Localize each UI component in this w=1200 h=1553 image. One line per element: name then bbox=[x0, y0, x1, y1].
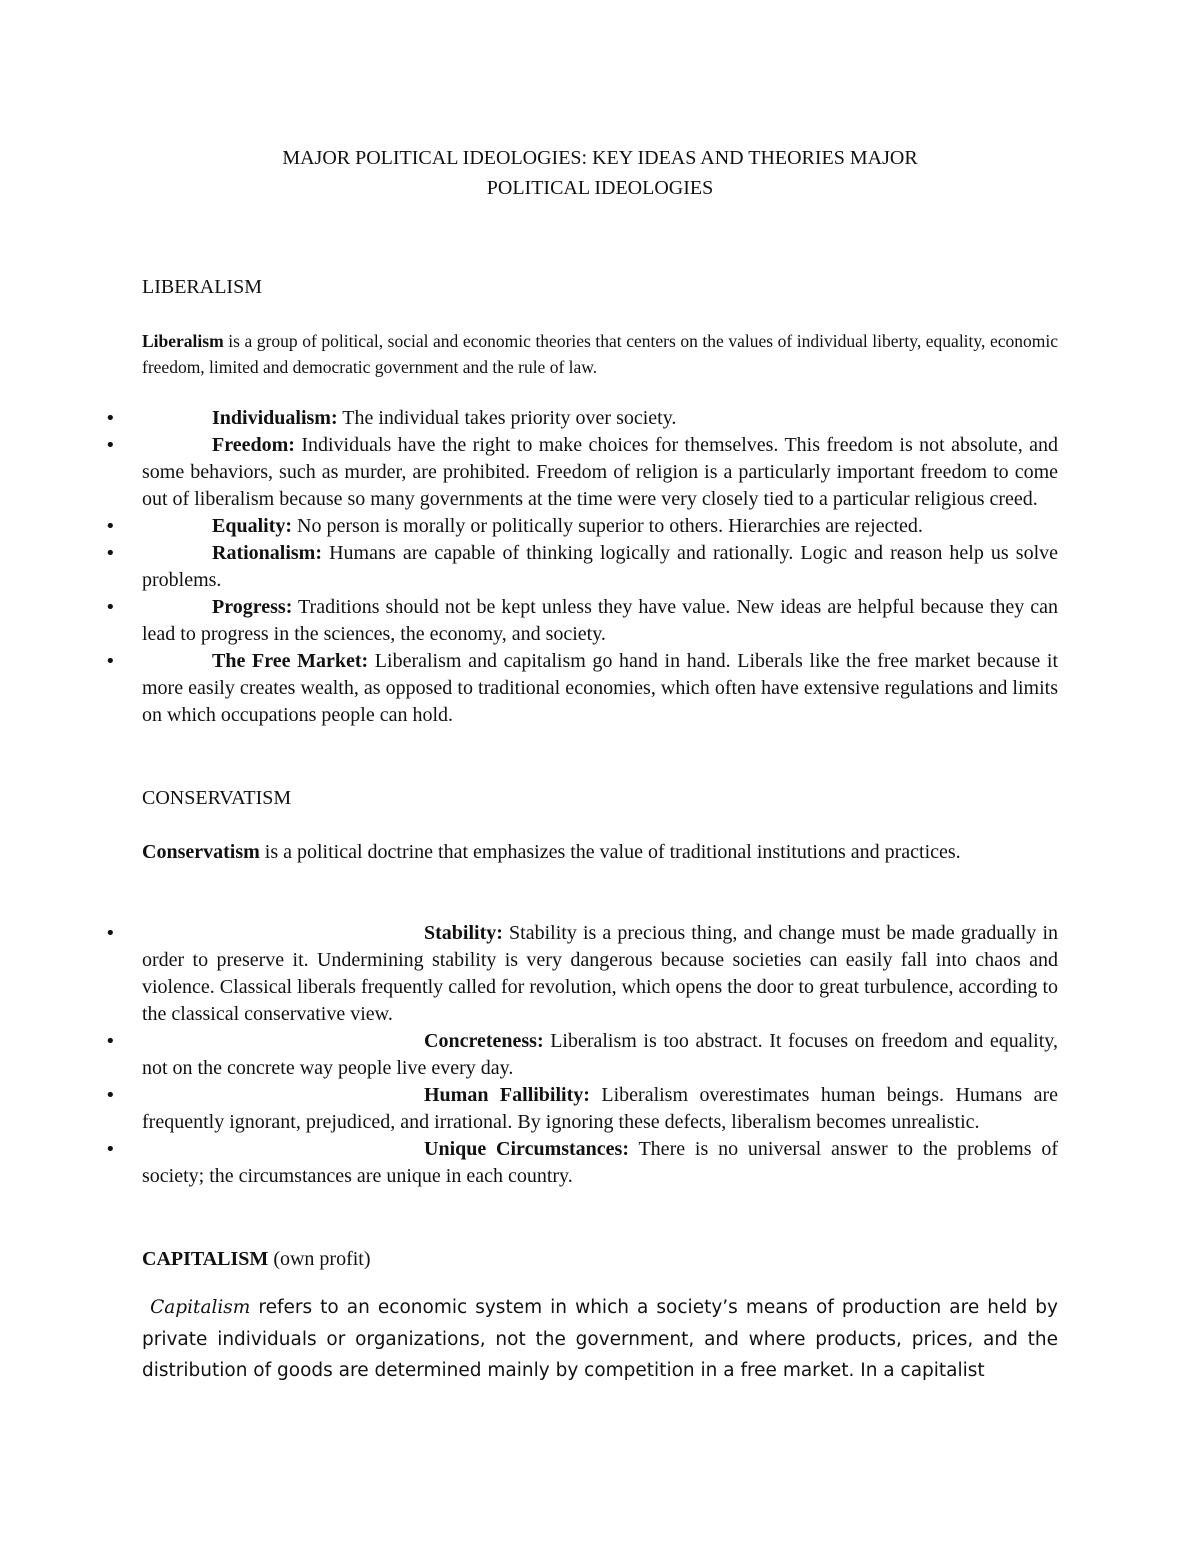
conservatism-key-ideas-list bbox=[0, 920, 1058, 1190]
list-item-term: Individualism: bbox=[212, 407, 338, 429]
list-item bbox=[105, 540, 1058, 594]
list-item-term: Human Fallibility: bbox=[424, 1084, 590, 1106]
list-item-term: Equality: bbox=[212, 515, 293, 537]
bullet-icon: • bbox=[105, 923, 116, 944]
bullet-icon: • bbox=[105, 1139, 116, 1160]
list-item bbox=[105, 920, 1058, 1028]
bullet-icon: • bbox=[105, 435, 116, 456]
capitalism-heading-title: CAPITALISM bbox=[142, 1248, 269, 1270]
list-item-term: Progress: bbox=[212, 596, 293, 618]
conservatism-intro bbox=[142, 839, 1058, 866]
bullet-icon: • bbox=[105, 543, 116, 564]
list-item-text: No person is morally or politically superior to others. Hierarchies are rejected. bbox=[292, 515, 923, 537]
list-item-term: Unique Circumstances: bbox=[424, 1138, 630, 1160]
bullet-icon: • bbox=[105, 651, 116, 672]
liberalism-key-ideas-list bbox=[0, 405, 1058, 729]
list-item-text: Individuals have the right to make choices for themselves. This freedom is not absolute, and some behaviors, such as murder, are prohibited. Freedom of religion is a particularly important freedom to come out of liberalism because so many governments at the time were very closely tied to a particular religious creed. bbox=[142, 434, 1058, 510]
capitalism-heading-note: (own profit) bbox=[268, 1248, 371, 1270]
list-item bbox=[105, 1136, 1059, 1190]
conservatism-intro-term: Conservatism bbox=[142, 841, 260, 863]
list-item-text: Liberalism is too abstract. It focuses on freedom and equality, not on the concrete way people live every day. bbox=[142, 1030, 1058, 1079]
liberalism-intro bbox=[142, 328, 1058, 380]
bullet-icon: • bbox=[105, 597, 116, 618]
list-item-text: Humans are capable of thinking logically and rationally. Logic and reason help us solve problems. bbox=[142, 542, 1058, 591]
document-title-line-2: POLITICAL IDEOLOGIES bbox=[486, 177, 714, 199]
conservatism-intro-text: is a political doctrine that emphasizes the value of traditional institutions and practices. bbox=[259, 841, 961, 863]
capitalism-heading bbox=[142, 1246, 371, 1272]
list-item-text: Stability is a precious thing, and change must be made gradually in order to preserve it. Undermining stability is very dangerous because societies can easily fall into chaos and violence. Classical liberals frequently called for revolution, which opens the door to great turbulence, according to the classical conservative view. bbox=[142, 922, 1058, 1025]
bullet-icon: • bbox=[105, 516, 116, 537]
bullet-icon: • bbox=[105, 1031, 116, 1052]
list-item-text: Liberalism and capitalism go hand in hand. Liberals like the free market because it more easily creates wealth, as opposed to traditional economies, which often have extensive regulations and limits on which occupations people can hold. bbox=[142, 650, 1058, 726]
liberalism-intro-term: Liberalism bbox=[142, 331, 224, 351]
list-item-text: The individual takes priority over society. bbox=[337, 407, 677, 429]
list-item bbox=[105, 648, 1058, 729]
list-item-text: Traditions should not be kept unless they have value. New ideas are helpful because they can lead to progress in the sciences, the economy, and society. bbox=[142, 596, 1058, 645]
list-item bbox=[105, 1028, 1058, 1082]
list-item-term: Freedom: bbox=[212, 434, 295, 456]
list-item bbox=[105, 1082, 1058, 1136]
list-item-text: There is no universal answer to the problems of society; the circumstances are unique in each country. bbox=[142, 1138, 1059, 1187]
liberalism-heading: LIBERALISM bbox=[142, 276, 262, 298]
capitalism-intro bbox=[142, 1292, 1058, 1387]
list-item bbox=[105, 513, 1058, 540]
conservatism-heading: CONSERVATISM bbox=[142, 787, 292, 809]
list-item-term: The Free Market: bbox=[212, 650, 369, 672]
list-item-term: Concreteness: bbox=[424, 1030, 544, 1052]
bullet-icon: • bbox=[105, 1085, 116, 1106]
list-item-term: Stability: bbox=[424, 922, 503, 944]
capitalism-intro-term: Capitalism bbox=[150, 1297, 251, 1318]
list-item-text: Liberalism overestimates human beings. Humans are frequently ignorant, prejudiced, and irrational. By ignoring these defects, liberalism becomes unrealistic. bbox=[142, 1084, 1058, 1133]
document-title bbox=[140, 143, 1060, 203]
capitalism-intro-text: refers to an economic system in which a society’s means of production are held by private individuals or organizations, not the government, and where products, prices, and the distribution of goods are determined mainly by competition in a free market. In a capitalist bbox=[142, 1297, 1058, 1381]
document-title-line-1: MAJOR POLITICAL IDEOLOGIES: KEY IDEAS AND THEORIES MAJOR bbox=[282, 147, 918, 169]
list-item bbox=[105, 432, 1058, 513]
bullet-icon: • bbox=[105, 408, 116, 429]
liberalism-intro-text: is a group of political, social and economic theories that centers on the values of individual liberty, equality, economic freedom, limited and democratic government and the rule of law. bbox=[142, 331, 1058, 377]
list-item bbox=[105, 405, 1058, 432]
list-item-term: Rationalism: bbox=[212, 542, 322, 564]
list-item bbox=[105, 594, 1058, 648]
